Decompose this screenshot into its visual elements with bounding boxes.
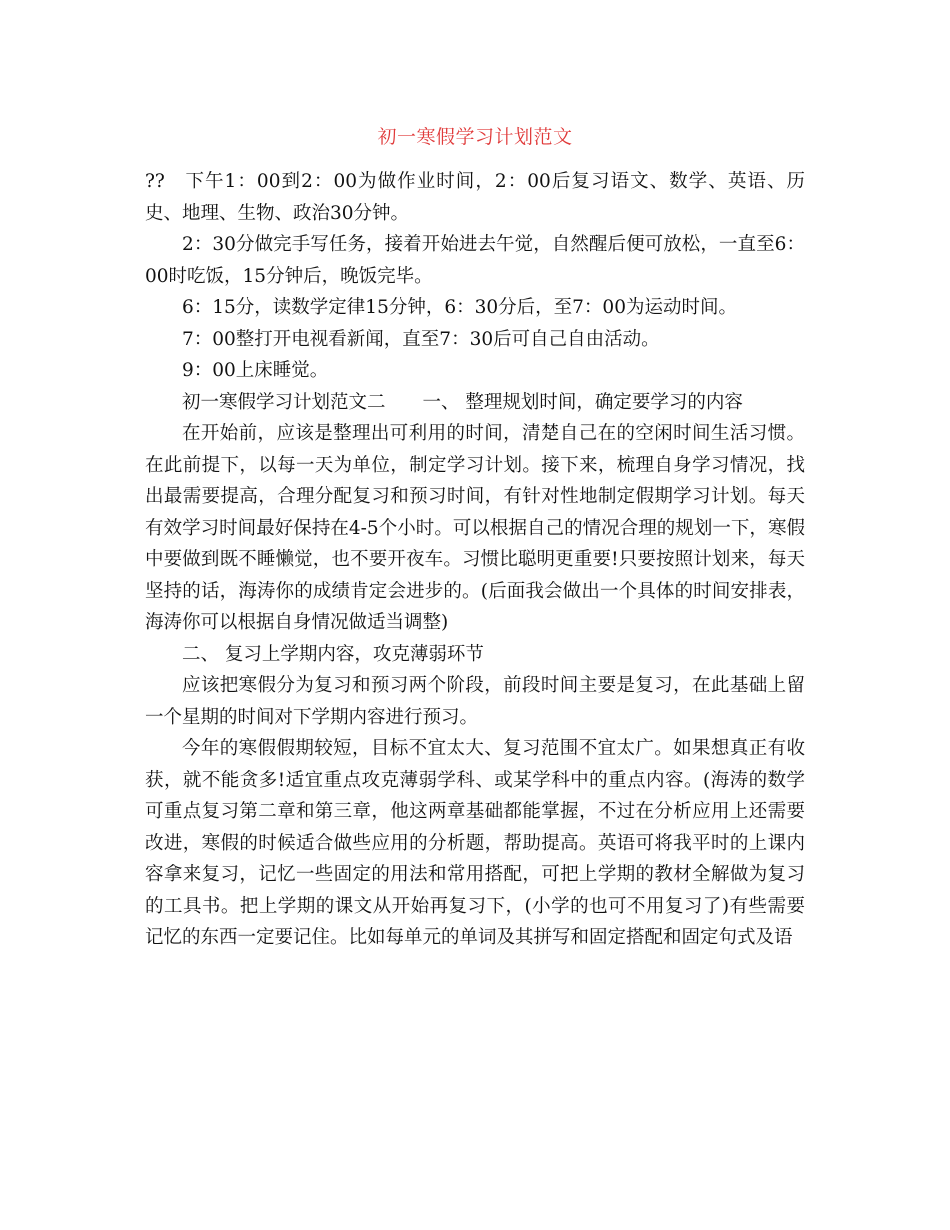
- section-heading: 二、 复习上学期内容，攻克薄弱环节: [182, 643, 484, 665]
- paragraph: 7：00整打开电视看新闻，直至7：30后可自己自由活动。: [182, 328, 660, 350]
- paragraph: 2：30分做完手写任务，接着开始进去午觉，自然醒后便可放松，一直至6：00时吃饭，15分钟后，晚饭完毕。: [145, 234, 805, 287]
- paragraph: 在开始前，应该是整理出可利用的时间，清楚自己在的空闲时间生活习惯。在此前提下，以每一天为单位，制定学习计划。接下来，梳理自身学习情况，找出最需要提高，合理分配复习和预习时间，有针对性地制定假期学习计划。每天有效学习时间最好保持在4-5个小时。可以根据自己的情况合理的规划一下，寒假中要做到既不睡懒觉，也不要开夜车。习惯比聪明更重要!只要按照计划来，每天坚持的话，海涛你的成绩肯定会进步的。(后面我会做出一个具体的时间安排表，海涛你可以根据自身情况做适当调整): [145, 423, 805, 633]
- document-body: [145, 166, 805, 954]
- document-title: 初一寒假学习计划范文: [377, 126, 573, 148]
- paragraph: 6：15分，读数学定律15分钟，6：30分后，至7：00为运动时间。: [182, 297, 737, 318]
- section-heading: 初一寒假学习计划范文二 一、 整理规划时间，确定要学习的内容: [182, 391, 743, 413]
- paragraph: 9：00上床睡觉。: [182, 360, 329, 381]
- paragraph: 今年的寒假假期较短，目标不宜太大、复习范围不宜太广。如果想真正有收获，就不能贪多!适宜重点攻克薄弱学科、或某学科中的重点内容。(海涛的数学可重点复习第二章和第三章，他这两章基础都能掌握，不过在分析应用上还需要改进，寒假的时候适合做些应用的分析题，帮助提高。英语可将我平时的上课内容拿来复习，记忆一些固定的用法和常用搭配，可把上学期的教材全解做为复习的工具书。把上学期的课文从开始再复习下，(小学的也可不用复习了)有些需要记忆的东西一定要记住。比如每单元的单词及其拼写和固定搭配和固定句式及语: [145, 738, 805, 948]
- paragraph: ?? 下午1：00到2：00为做作业时间，2：00后复习语文、数学、英语、历史、地理、生物、政治30分钟。: [145, 171, 805, 224]
- paragraph: 应该把寒假分为复习和预习两个阶段，前段时间主要是复习，在此基础上留一个星期的时间对下学期内容进行预习。: [145, 675, 805, 728]
